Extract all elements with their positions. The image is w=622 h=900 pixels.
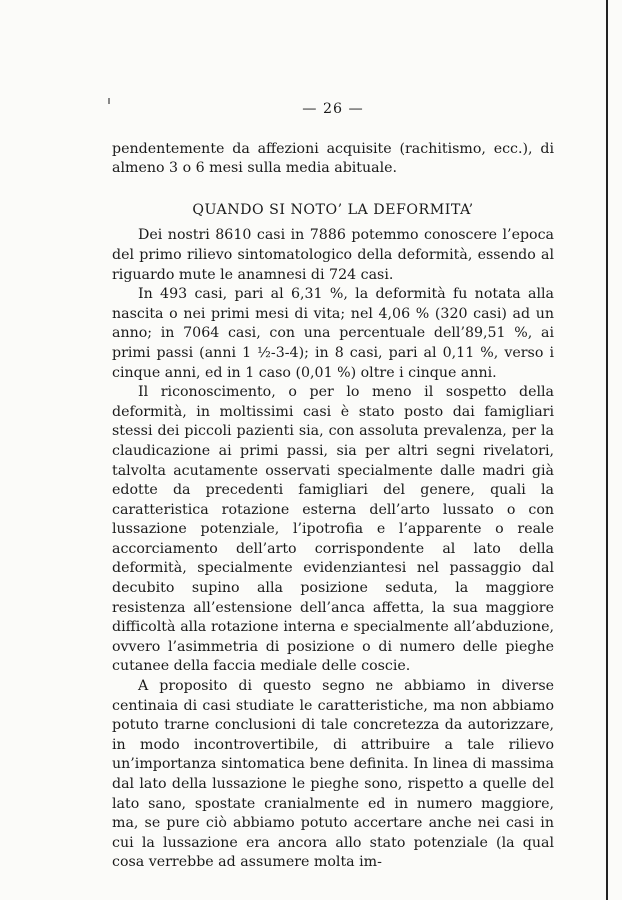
scan-speck (108, 98, 110, 104)
paragraph-1: Dei nostri 8610 casi in 7886 potemmo conoscere l’epoca del primo rilievo sintomatologico della deformità, essendo al riguardo mute le anamnesi di 724 casi. (112, 227, 554, 283)
page-content (112, 100, 554, 873)
continuation-paragraph: pendentemente da affezioni acquisite (rachitismo, ecc.), di almeno 3 o 6 mesi sulla media abituale. (112, 140, 554, 177)
paragraph-2: In 493 casi, pari al 6,31 %, la deformità fu notata alla nascita o nei primi mesi di vita; nel 4,06 % (320 casi) ad un anno; in 7064 casi, con una percentuale dell’89,51 %, ai primi passi (anni 1 ½-3-4); in 8 casi, pari al 0,11 %, verso i cinque anni, ed in 1 caso (0,01 %) oltre i cinque anni. (112, 286, 554, 381)
section-heading: QUANDO SI NOTO’ LA DEFORMITA’ (192, 201, 474, 218)
paragraph-3: Il riconoscimento, o per lo meno il sospetto della deformità, in moltissimi casi è stato posto dai famigliari stessi dei piccoli pazienti sia, con assoluta prevalenza, per la claudicazione ai primi passi, sia per altri segni rivelatori, talvolta acutamente osservati specialmente dalle madri già edotte da precedenti famigliari del genere, quali la caratteristica rotazione esterna dell’arto lussato o con lussazione potenziale, l’ipotrofia e l’apparente o reale accorciamento dell’arto corrispondente al lato della deformità, specialmente evidenziantesi nel passaggio dal decubito supino alla posizione seduta, la maggiore resistenza all’estensione dell’anca affetta, la sua maggiore difficoltà alla rotazione interna e specialmente all’abduzione, ovvero l’asimmetria di posizione o di numero delle pieghe cutanee della faccia mediale delle coscie. (112, 384, 554, 675)
page-number: — 26 — (302, 101, 364, 117)
scan-edge-line (606, 0, 608, 900)
paragraph-4: A proposito di questo segno ne abbiamo in diverse centinaia di casi studiate le caratteristiche, ma non abbiamo potuto trarne conclusioni di tale concretezza da autorizzare, in modo incontrovertibile, di attribuire a tale rilievo un’importanza sintomatica bene definita. In linea di massima dal lato della lussazione le pieghe sono, rispetto a quelle del lato sano, spostate cranialmente ed in numero maggiore, ma, se pure ciò abbiamo potuto accertare anche nei casi in cui la lussazione era ancora allo stato potenziale (la qual cosa verrebbe ad assumere molta im- (112, 678, 554, 871)
